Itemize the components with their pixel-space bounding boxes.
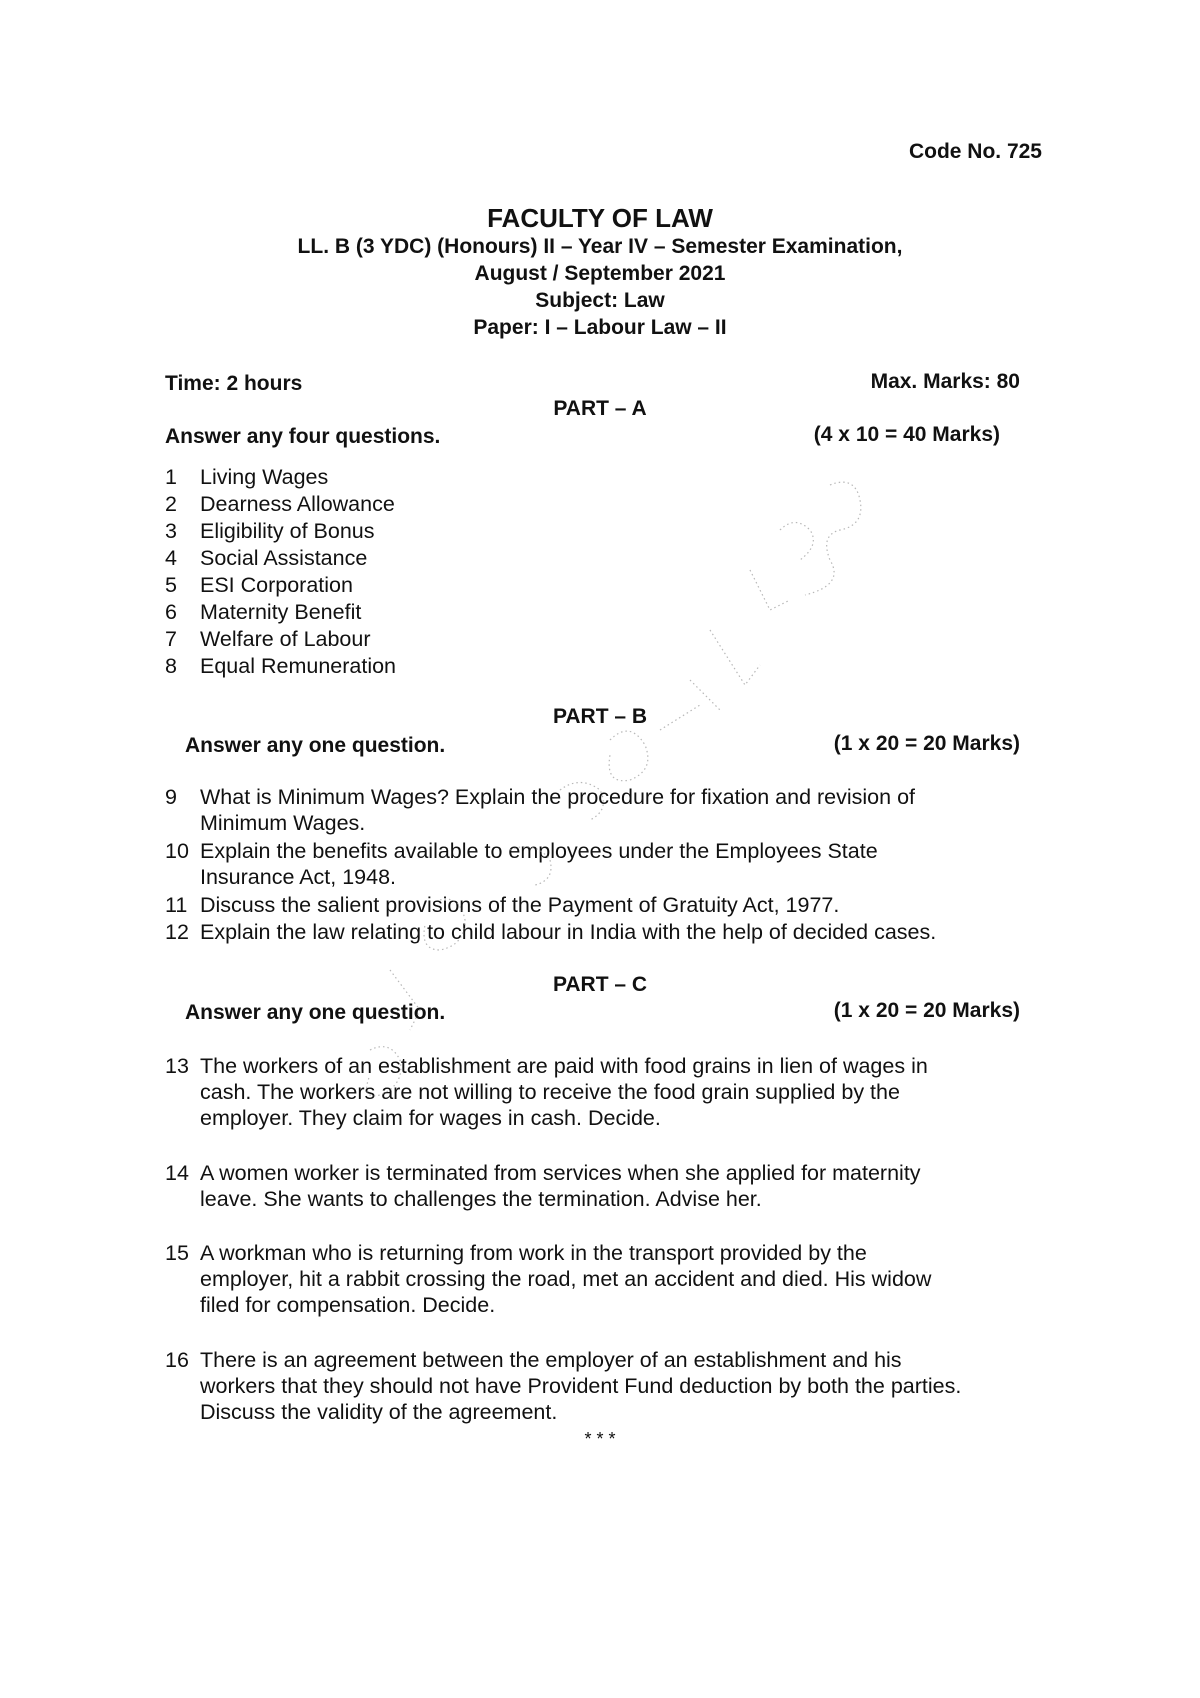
question-line: Explain the benefits available to employees under the Employees State bbox=[200, 839, 878, 863]
question-number: 10 bbox=[165, 839, 189, 863]
list-item bbox=[165, 654, 397, 679]
part-c-marks: (1 x 20 = 20 Marks) bbox=[833, 999, 1020, 1022]
item-text: ESI Corporation bbox=[200, 573, 353, 597]
item-number: 1 bbox=[165, 465, 177, 489]
question-line: There is an agreement between the employer of an establishment and his bbox=[200, 1348, 902, 1372]
question-line: Explain the law relating to child labour in India with the help of decided cases. bbox=[200, 920, 937, 944]
question-14 bbox=[165, 1160, 1045, 1212]
item-number: 7 bbox=[165, 627, 177, 651]
question-number: 15 bbox=[165, 1241, 189, 1265]
question-line: What is Minimum Wages? Explain the procedure for fixation and revision of bbox=[200, 785, 916, 809]
part-b-marks: (1 x 20 = 20 Marks) bbox=[833, 732, 1020, 755]
item-text: Maternity Benefit bbox=[200, 600, 362, 624]
list-item bbox=[165, 492, 395, 517]
end-stars: * * * bbox=[584, 1429, 616, 1449]
item-number: 6 bbox=[165, 600, 177, 624]
question-10 bbox=[165, 838, 1045, 890]
question-line: A women worker is terminated from services when she applied for maternity bbox=[200, 1161, 921, 1185]
list-item bbox=[165, 573, 353, 598]
session-line: August / September 2021 bbox=[474, 262, 726, 285]
part-a-marks: (4 x 10 = 40 Marks) bbox=[813, 423, 1000, 446]
subject-line: Subject: Law bbox=[535, 289, 665, 312]
paper-line: Paper: I – Labour Law – II bbox=[473, 316, 727, 339]
question-number: 11 bbox=[165, 893, 188, 917]
item-text: Social Assistance bbox=[200, 546, 368, 570]
part-a-list bbox=[165, 465, 665, 685]
question-line: Discuss the validity of the agreement. bbox=[200, 1400, 558, 1424]
part-a-instruction: Answer any four questions. bbox=[165, 425, 441, 448]
code-number: Code No. 725 bbox=[908, 140, 1042, 163]
question-15 bbox=[165, 1240, 1045, 1318]
part-c-title: PART – C bbox=[552, 973, 648, 996]
question-number: 12 bbox=[165, 920, 189, 944]
faculty-title: FACULTY OF LAW bbox=[487, 203, 713, 233]
question-16 bbox=[165, 1347, 1045, 1425]
list-item bbox=[165, 519, 375, 544]
list-item bbox=[165, 546, 368, 571]
question-line: employer, hit a rabbit crossing the road, met an accident and died. His widow bbox=[200, 1267, 932, 1291]
item-number: 3 bbox=[165, 519, 177, 543]
question-line: Minimum Wages. bbox=[200, 811, 366, 835]
question-line: Insurance Act, 1948. bbox=[200, 865, 397, 889]
question-line: Discuss the salient provisions of the Payment of Gratuity Act, 1977. bbox=[200, 893, 840, 917]
list-item bbox=[165, 600, 362, 625]
item-number: 2 bbox=[165, 492, 177, 516]
item-text: Dearness Allowance bbox=[200, 492, 395, 516]
question-line: workers that they should not have Provident Fund deduction by both the parties. bbox=[200, 1374, 962, 1398]
question-9 bbox=[165, 784, 1045, 836]
item-number: 8 bbox=[165, 654, 177, 678]
question-number: 16 bbox=[165, 1348, 189, 1372]
time-label: Time: 2 hours bbox=[165, 372, 303, 395]
question-number: 14 bbox=[165, 1161, 189, 1185]
question-line: The workers of an establishment are paid with food grains in lien of wages in bbox=[200, 1054, 928, 1078]
question-number: 9 bbox=[165, 785, 177, 809]
part-b-instruction: Answer any one question. bbox=[185, 734, 446, 757]
question-number: 13 bbox=[165, 1054, 189, 1078]
list-item bbox=[165, 465, 329, 490]
item-number: 5 bbox=[165, 573, 177, 597]
part-a-title: PART – A bbox=[553, 397, 647, 420]
question-line: leave. She wants to challenges the termination. Advise her. bbox=[200, 1187, 762, 1211]
part-c-instruction: Answer any one question. bbox=[185, 1001, 446, 1024]
max-marks-label: Max. Marks: 80 bbox=[870, 370, 1020, 393]
question-13 bbox=[165, 1053, 1045, 1131]
question-11 bbox=[165, 892, 1045, 918]
question-line: employer. They claim for wages in cash. Decide. bbox=[200, 1106, 661, 1130]
item-text: Welfare of Labour bbox=[200, 627, 371, 651]
question-line: filed for compensation. Decide. bbox=[200, 1293, 496, 1317]
course-line: LL. B (3 YDC) (Honours) II – Year IV – Semester Examination, bbox=[297, 235, 903, 258]
question-line: A workman who is returning from work in the transport provided by the bbox=[200, 1241, 867, 1265]
item-text: Eligibility of Bonus bbox=[200, 519, 375, 543]
list-item bbox=[165, 627, 371, 652]
item-text: Equal Remuneration bbox=[200, 654, 397, 678]
item-text: Living Wages bbox=[200, 465, 329, 489]
part-b-title: PART – B bbox=[552, 705, 648, 728]
question-12 bbox=[165, 919, 1045, 945]
item-number: 4 bbox=[165, 546, 177, 570]
question-line: cash. The workers are not willing to receive the food grain supplied by the bbox=[200, 1080, 900, 1104]
